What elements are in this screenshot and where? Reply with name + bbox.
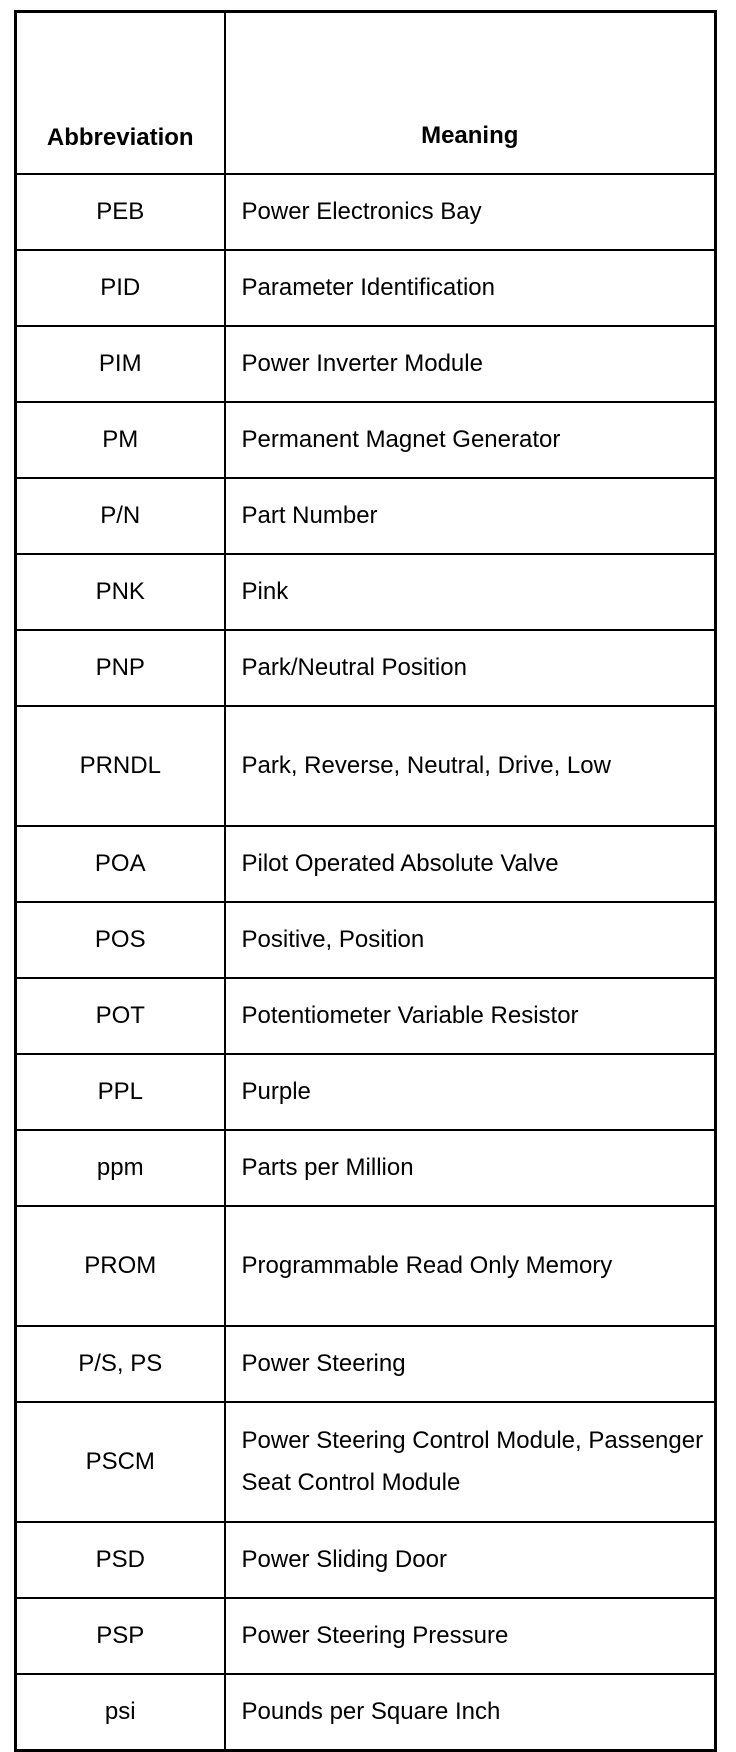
table-row xyxy=(16,174,716,250)
meaning-cell: Power Electronics Bay xyxy=(225,174,716,250)
table-row xyxy=(16,478,716,554)
abbreviation-cell: psi xyxy=(16,1674,225,1750)
abbreviation-cell: ppm xyxy=(16,1130,225,1206)
meaning-cell: Potentiometer Variable Resistor xyxy=(225,978,716,1054)
abbreviation-cell: PID xyxy=(16,250,225,326)
table-header-row xyxy=(16,12,716,175)
abbreviation-cell: PIM xyxy=(16,326,225,402)
meaning-cell: Park, Reverse, Neutral, Drive, Low xyxy=(225,706,716,826)
meaning-cell: Power Steering Control Module, Passenger Seat Control Module xyxy=(225,1402,716,1522)
meaning-cell: Pilot Operated Absolute Valve xyxy=(225,826,716,902)
abbreviation-cell: PSD xyxy=(16,1522,225,1598)
meaning-cell: Pink xyxy=(225,554,716,630)
meaning-cell: Part Number xyxy=(225,478,716,554)
abbreviation-cell: P/S, PS xyxy=(16,1326,225,1402)
abbreviation-cell: PRNDL xyxy=(16,706,225,826)
abbreviation-cell: PEB xyxy=(16,174,225,250)
abbreviation-table xyxy=(14,10,717,1752)
table-row xyxy=(16,1206,716,1326)
table-row xyxy=(16,326,716,402)
abbreviation-cell: PROM xyxy=(16,1206,225,1326)
abbreviation-cell: PM xyxy=(16,402,225,478)
table-row xyxy=(16,1522,716,1598)
abbreviation-cell: POA xyxy=(16,826,225,902)
abbreviation-cell: PNP xyxy=(16,630,225,706)
meaning-cell: Parameter Identification xyxy=(225,250,716,326)
table-row xyxy=(16,1326,716,1402)
table-row xyxy=(16,1598,716,1674)
meaning-cell: Permanent Magnet Generator xyxy=(225,402,716,478)
meaning-cell: Positive, Position xyxy=(225,902,716,978)
meaning-cell: Power Inverter Module xyxy=(225,326,716,402)
table-row xyxy=(16,402,716,478)
abbreviation-cell: PPL xyxy=(16,1054,225,1130)
table-row xyxy=(16,1054,716,1130)
abbreviation-cell: POS xyxy=(16,902,225,978)
abbreviation-cell: POT xyxy=(16,978,225,1054)
meaning-cell: Power Steering Pressure xyxy=(225,1598,716,1674)
meaning-cell: Power Steering xyxy=(225,1326,716,1402)
table-row xyxy=(16,706,716,826)
table-row xyxy=(16,1130,716,1206)
abbreviation-cell: PSP xyxy=(16,1598,225,1674)
table-row xyxy=(16,978,716,1054)
column-header-abbreviation: Abbreviation xyxy=(16,12,225,175)
table-row xyxy=(16,554,716,630)
table-row xyxy=(16,826,716,902)
meaning-cell: Park/Neutral Position xyxy=(225,630,716,706)
meaning-cell: Power Sliding Door xyxy=(225,1522,716,1598)
abbreviation-cell: PSCM xyxy=(16,1402,225,1522)
meaning-cell: Parts per Million xyxy=(225,1130,716,1206)
abbreviation-cell: PNK xyxy=(16,554,225,630)
column-header-meaning: Meaning xyxy=(225,12,716,175)
meaning-cell: Purple xyxy=(225,1054,716,1130)
table-row xyxy=(16,902,716,978)
abbreviation-cell: P/N xyxy=(16,478,225,554)
table-row xyxy=(16,1674,716,1750)
meaning-cell: Pounds per Square Inch xyxy=(225,1674,716,1750)
table-row xyxy=(16,250,716,326)
table-row xyxy=(16,1402,716,1522)
table-row xyxy=(16,630,716,706)
meaning-cell: Programmable Read Only Memory xyxy=(225,1206,716,1326)
